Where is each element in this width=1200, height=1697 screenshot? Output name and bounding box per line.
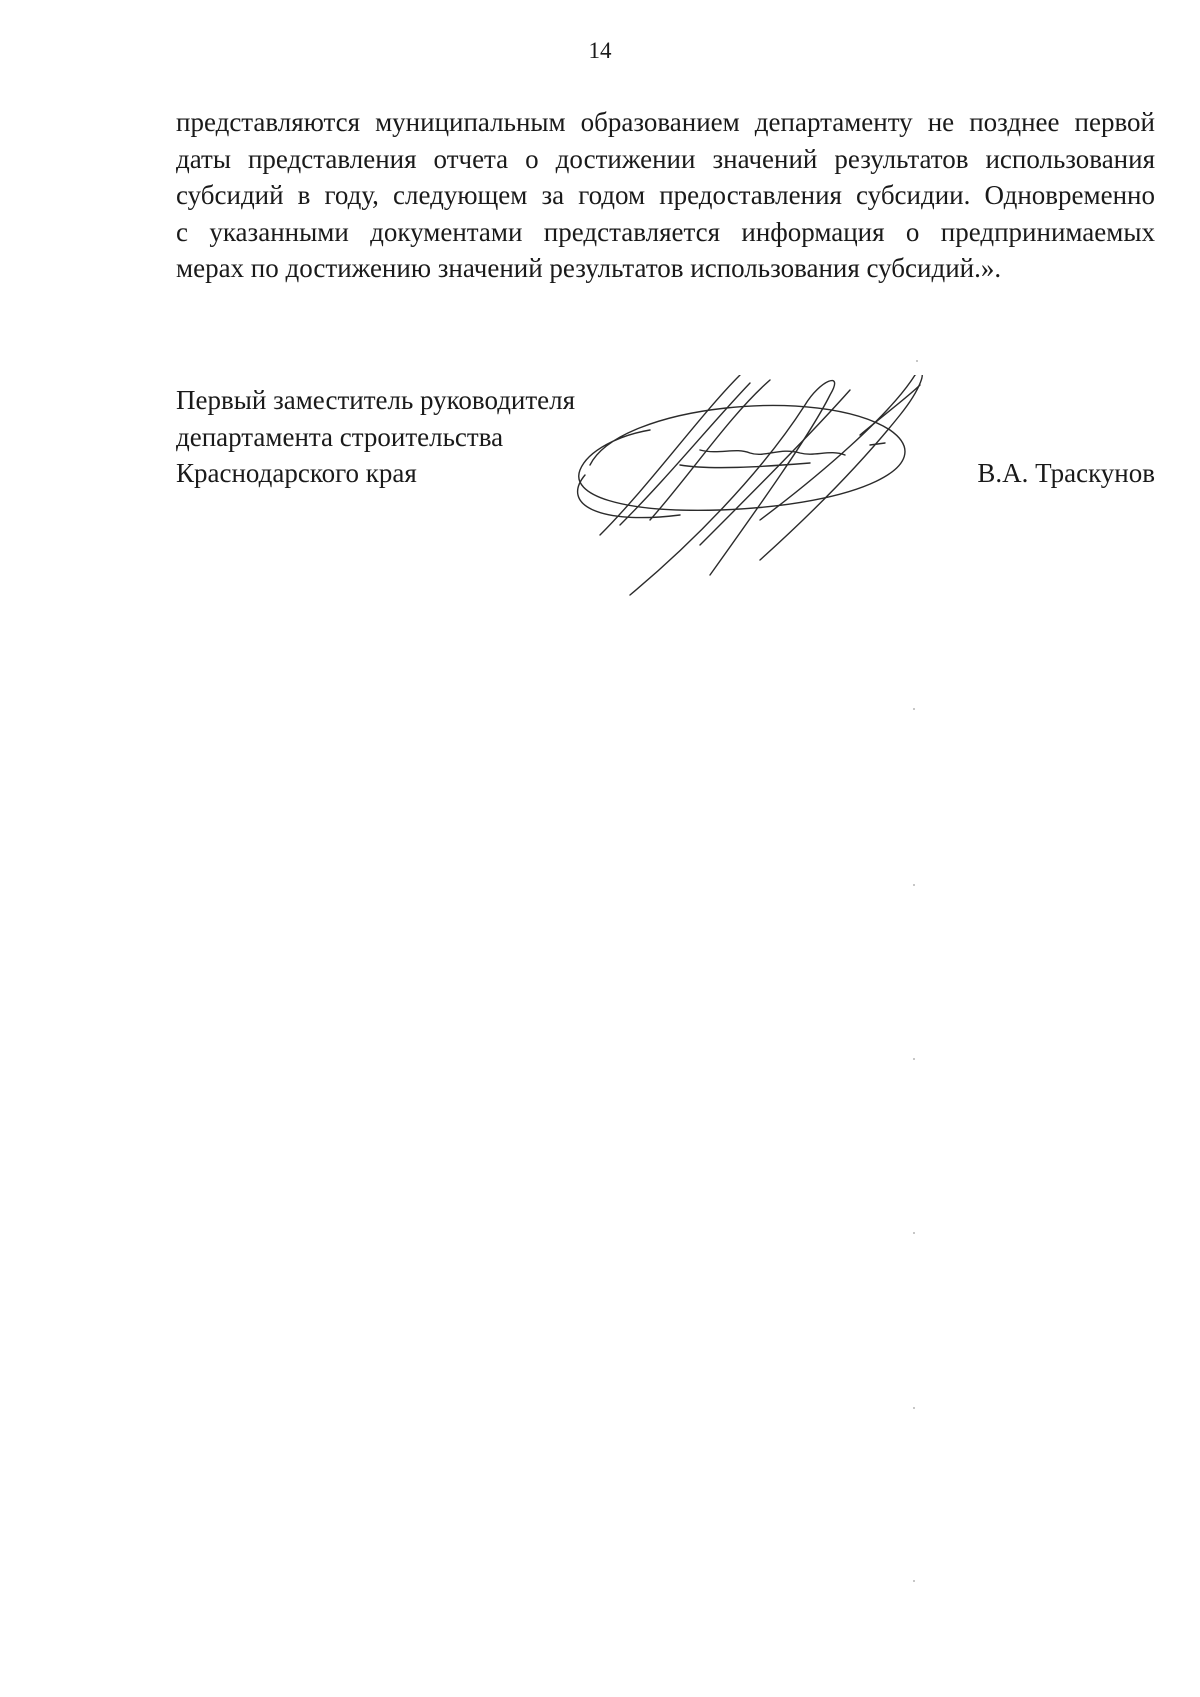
scan-speck <box>913 1580 915 1582</box>
signer-name: В.А. Траскунов <box>977 458 1155 488</box>
paragraph-line: субсидий в году, следующем за годом предоставления субсидии. Одновременно <box>176 180 1155 210</box>
body-paragraph <box>176 104 1155 287</box>
scan-speck <box>913 1407 915 1409</box>
scan-speck <box>913 1058 915 1060</box>
position-line: департамента строительства <box>176 421 504 452</box>
paragraph-line: с указанными документами представляется информация о предпринимаемых <box>176 216 1155 247</box>
scan-speck <box>916 360 918 362</box>
scan-speck <box>913 1232 915 1234</box>
paragraph-line: даты представления отчета о достижении значений результатов использования <box>176 143 1155 174</box>
signatory-position <box>176 382 575 492</box>
position-line: Краснодарского края <box>176 458 417 488</box>
page-number: 14 <box>588 38 612 63</box>
scan-speck <box>913 884 915 886</box>
position-line: Первый заместитель руководителя <box>176 385 576 415</box>
handwritten-signature <box>560 375 1010 615</box>
paragraph-line: мерах по достижению значений результатов использования субсидий.». <box>176 253 1002 283</box>
scan-speck <box>913 708 915 710</box>
paragraph-line: представляются муниципальным образованием департаменту не позднее первой <box>176 107 1155 137</box>
